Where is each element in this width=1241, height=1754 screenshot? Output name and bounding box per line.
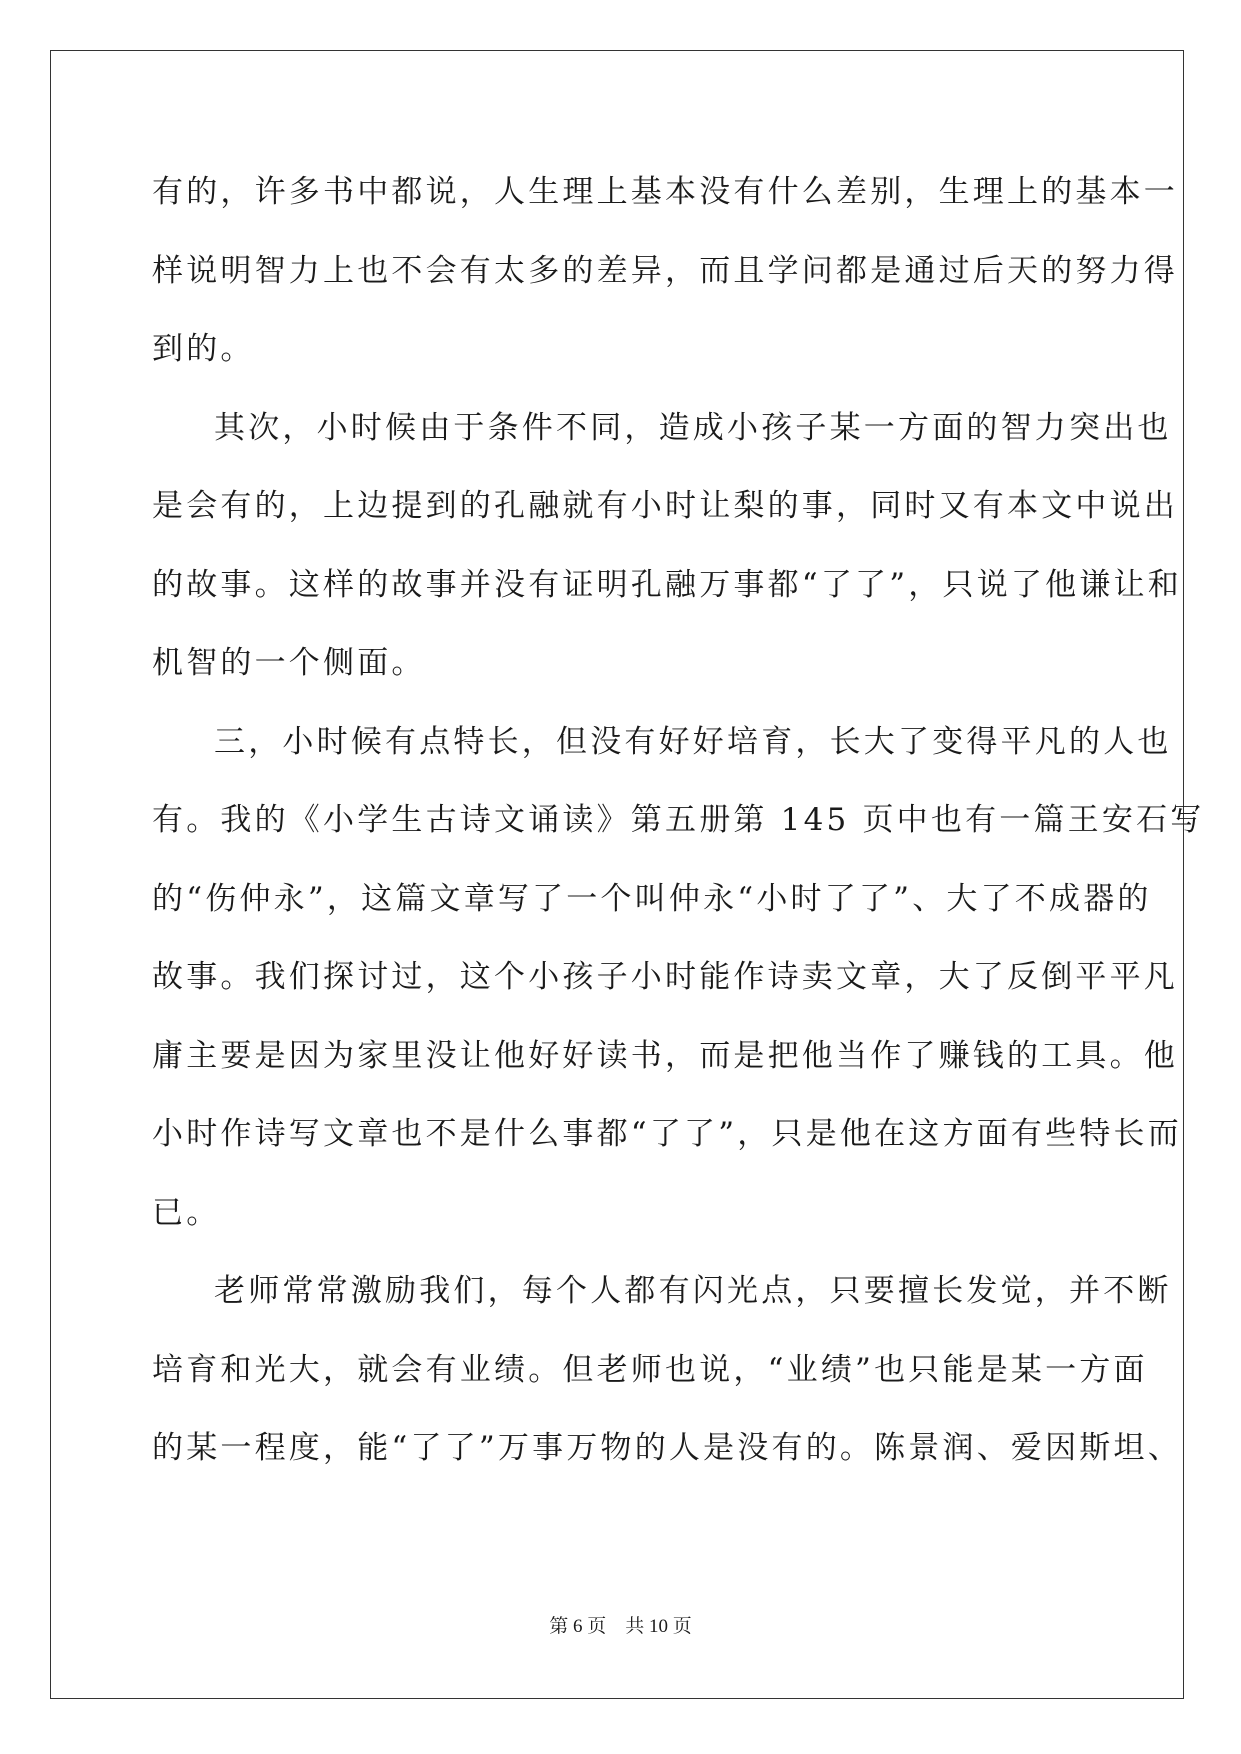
text-line: 庸主要是因为家里没让他好好读书，而是把他当作了赚钱的工具。他 <box>152 1037 1178 1074</box>
text-line: 机智的一个侧面。 <box>152 645 426 681</box>
text-line: 已。 <box>152 1194 221 1231</box>
text-line: 到的。 <box>152 331 255 367</box>
paragraph-start-line: 其次，小时候由于条件不同，造成小孩子某一方面的智力突出也 <box>214 409 1172 446</box>
text-line: 有的，许多书中都说，人生理上基本没有什么差别，生理上的基本一 <box>152 174 1178 210</box>
paragraph-start-line: 三，小时候有点特长，但没有好好培育，长大了变得平凡的人也 <box>214 723 1172 760</box>
text-line: 的“伤仲永”，这篇文章写了一个叫仲永“小时了了”、大了不成器的 <box>152 880 1152 917</box>
text-line: 有。我的《小学生古诗文诵读》第五册第 145 页中也有一篇王安石写 <box>152 802 1205 838</box>
text-line: 是会有的，上边提到的孔融就有小时让梨的事，同时又有本文中说出 <box>152 488 1178 524</box>
text-line: 样说明智力上也不会有太多的差异，而且学问都是通过后天的努力得 <box>152 252 1178 289</box>
text-line: 的某一程度，能“了了”万事万物的人是没有的。陈景润、爱因斯坦、 <box>152 1430 1182 1466</box>
text-line: 小时作诗写文章也不是什么事都“了了”，只是他在这方面有些特长而 <box>152 1116 1182 1152</box>
page-number-footer: 第 6 页 共 10 页 <box>549 1616 692 1637</box>
paragraph-start-line: 老师常常激励我们，每个人都有闪光点，只要擅长发觉，并不断 <box>214 1273 1172 1309</box>
text-line: 培育和光大，就会有业绩。但老师也说，“业绩”也只能是某一方面 <box>152 1351 1148 1388</box>
document-body <box>152 153 1205 1488</box>
text-line: 的故事。这样的故事并没有证明孔融万事都“了了”，只说了他谦让和 <box>152 566 1182 603</box>
text-line: 故事。我们探讨过，这个小孩子小时能作诗卖文章，大了反倒平平凡 <box>152 959 1178 995</box>
